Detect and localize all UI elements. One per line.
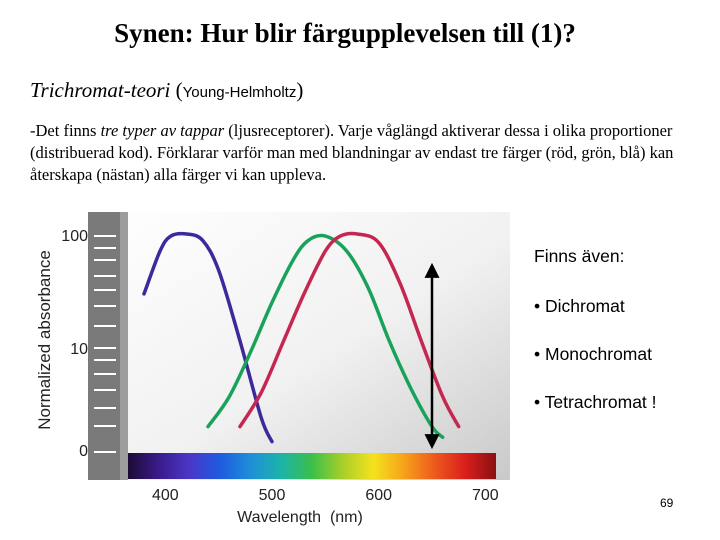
x-tick-label-600: 600 xyxy=(365,487,393,504)
y-tick-label-0: 0 xyxy=(79,443,88,460)
list-item-tetrachromat: • Tetrachromat ! xyxy=(534,392,657,412)
y-tick-label-10: 10 xyxy=(70,341,88,358)
x-tick-label-700: 700 xyxy=(471,487,499,504)
y-tick-label-100: 100 xyxy=(61,228,88,245)
x-tick-label-500: 500 xyxy=(258,487,286,504)
page-number: 69 xyxy=(660,496,674,510)
x-axis-label: Wavelength (nm) xyxy=(237,509,363,526)
side-heading: Finns även: xyxy=(534,246,625,266)
y-axis-label: Normalized absorbance xyxy=(35,250,54,430)
slide-title: Synen: Hur blir färgupplevelsen till (1)? xyxy=(114,18,576,48)
slide-subtitle xyxy=(30,78,303,103)
subtitle-paren-open: ( xyxy=(170,78,183,102)
list-item-monochromat: • Monochromat xyxy=(534,344,652,364)
y-axis-band-highlight xyxy=(120,212,128,480)
theory-authors: Young-Helmholtz xyxy=(182,84,297,101)
cone-absorbance-chart xyxy=(30,212,510,530)
body-prefix: -Det finns xyxy=(30,121,101,140)
x-tick-label-400: 400 xyxy=(151,487,179,504)
list-item-dichromat: • Dichromat xyxy=(534,296,625,316)
body-emphasis: tre typer av tappar xyxy=(100,121,225,140)
theory-name: Trichromat-teori xyxy=(30,78,171,102)
body-paragraph xyxy=(30,120,690,186)
body-rest: (ljusreceptorer). Varje våglängd aktiverar dessa i olika proportioner (distribuerad kod). Förklarar varför man med blandningar av endast tre färger (röd, grön, blå) kan återskapa (nästan) alla färger vi kan uppleva. xyxy=(30,121,674,184)
subtitle-paren-close: ) xyxy=(296,78,304,102)
spectrum-bar xyxy=(128,453,496,479)
